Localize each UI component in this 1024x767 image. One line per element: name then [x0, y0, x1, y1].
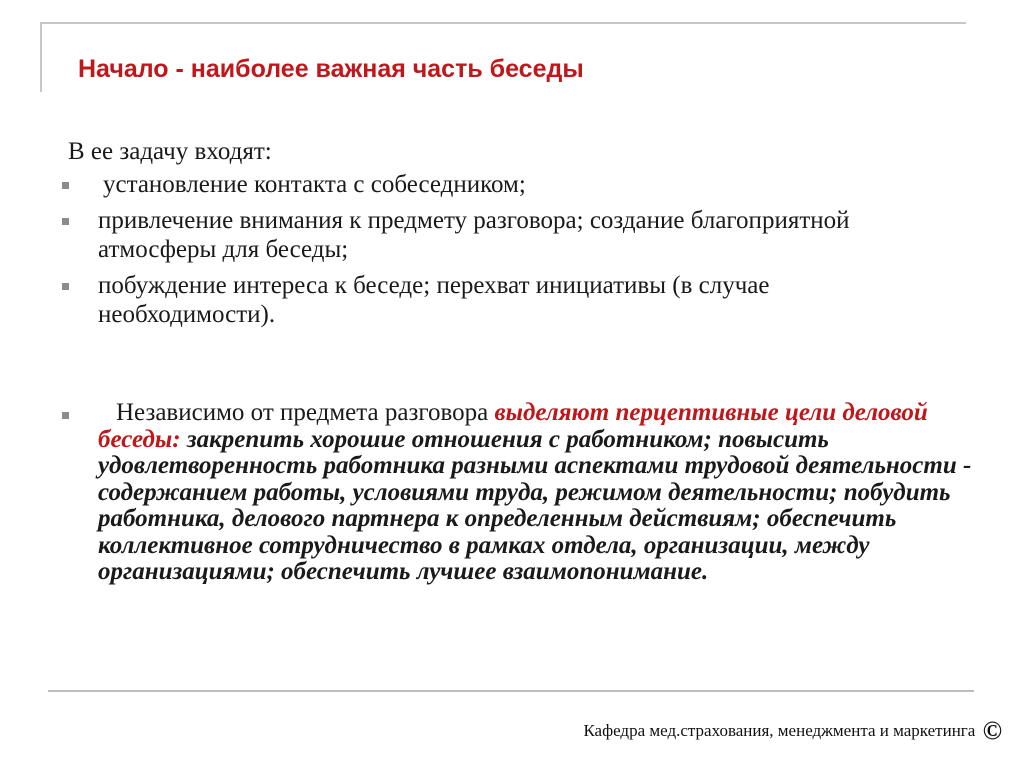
paragraph-highlight: выделяют перцептивные цели деловой беседы:: [98, 399, 928, 453]
frame-top-line: [40, 22, 966, 24]
paragraph-body: закрепить хорошие отношения с работником; повысить удовлетворенность работника разными аспектами трудовой деятельности - содержанием работы, условиями труда, режимом деятельности; побудить работника, делового партнера к определенным действиям; обеспечить коллективное сотрудничество в рамках отдела, организации, между организациями; обеспечить лучшее взаимопонимание.: [98, 425, 972, 585]
square-bullet-icon: [62, 283, 69, 290]
list-item: [60, 206, 940, 264]
task-list: [60, 170, 940, 336]
intro-text: В ее задачу входят:: [68, 138, 272, 165]
frame-bottom-line: [48, 690, 974, 692]
list-item: [60, 170, 940, 199]
frame-left-line: [40, 22, 42, 92]
paragraph-lead: Независимо от предмета разговора: [116, 399, 495, 426]
slide-title: Начало - наиболее важная часть беседы: [78, 55, 584, 83]
square-bullet-icon: [62, 182, 69, 189]
list-item: [60, 271, 940, 329]
copyright-icon: ©: [982, 716, 1002, 745]
footer: [583, 716, 1002, 746]
square-bullet-icon: [62, 412, 69, 419]
perceptive-goals-paragraph: [60, 400, 998, 586]
list-item-text: привлечение внимания к предмету разговора; создание благоприятной атмосферы для беседы;: [98, 207, 850, 263]
list-item-text: установление контакта с собеседником;: [103, 171, 526, 198]
list-item-text: побуждение интереса к беседе; перехват инициативы (в случае необходимости).: [98, 272, 770, 328]
square-bullet-icon: [62, 218, 69, 225]
footer-department: Кафедра мед.страхования, менеджмента и маркетинга: [583, 721, 976, 740]
